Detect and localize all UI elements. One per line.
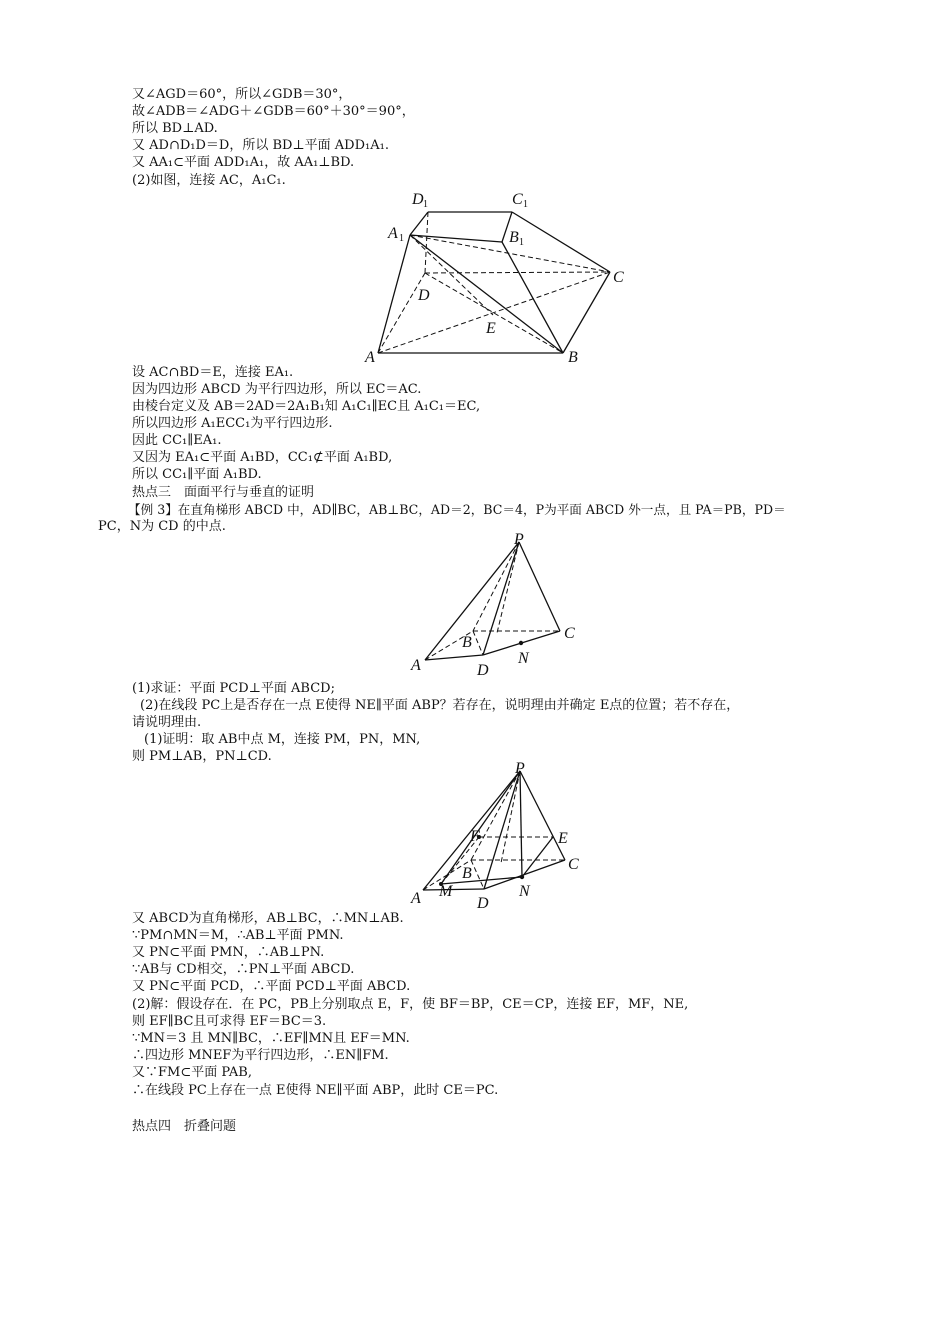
vertex-subscript: 1	[519, 237, 524, 248]
vertex-label: P	[515, 760, 525, 777]
pyramid-midpoint-figure	[405, 758, 595, 910]
vertex-label: P	[514, 531, 524, 548]
text-line: 则 PM⊥AB，PN⊥CD.	[132, 749, 272, 764]
text-line: (1)证明：取 AB中点 M，连接 PM，PN，MN,	[144, 732, 421, 747]
vertex-label: A	[411, 657, 421, 674]
text-line: PC，N为 CD 的中点.	[98, 519, 226, 534]
text-line: ∵PM∩MN＝M，∴AB⊥平面 PMN.	[132, 928, 344, 943]
vertex-label: D	[418, 287, 430, 304]
text-line: 又 AD∩D₁D＝D，所以 BD⊥平面 ADD₁A₁.	[132, 138, 389, 153]
text-line: 设 AC∩BD＝E，连接 EA₁.	[132, 365, 294, 380]
vertex-label: A	[388, 225, 398, 242]
text-line: 又∵FM⊂平面 PAB,	[132, 1065, 252, 1080]
section-heading: 热点三 面面平行与垂直的证明	[132, 485, 315, 500]
vertex-label: B	[462, 634, 472, 651]
vertex-label: C	[568, 856, 579, 873]
vertex-label: E	[486, 320, 496, 337]
text-line: ∴四边形 MNEF为平行四边形，∴EN∥FM.	[132, 1048, 389, 1063]
text-line: 又因为 EA₁⊂平面 A₁BD，CC₁⊄平面 A₁BD,	[132, 450, 393, 465]
text-line: 请说明理由.	[132, 715, 202, 730]
text-line: 又 AA₁⊂平面 ADD₁A₁，故 AA₁⊥BD.	[132, 155, 355, 170]
pyramid-figure	[405, 530, 595, 680]
text-line: ∵AB与 CD相交，∴PN⊥平面 ABCD.	[132, 962, 355, 977]
vertex-label: B	[462, 865, 472, 882]
text-line: 故∠ADB＝∠ADG＋∠GDB＝60°＋30°＝90°，	[132, 104, 415, 119]
text-line: (2)在线段 PC上是否存在一点 E使得 NE∥平面 ABP？若存在，说明理由并确定 E点的位置；若不存在，	[140, 698, 740, 713]
vertex-label: C	[613, 269, 624, 286]
vertex-label: D	[412, 191, 424, 208]
text-line: 因此 CC₁∥EA₁.	[132, 433, 222, 448]
text-line: (1)求证：平面 PCD⊥平面 ABCD;	[132, 681, 335, 696]
text-line: ∵MN＝3 且 MN∥BC，∴EF∥MN且 EF＝MN.	[132, 1031, 410, 1046]
frustum-figure	[360, 185, 640, 365]
vertex-label: M	[439, 883, 453, 900]
text-line: 又 ABCD为直角梯形，AB⊥BC，∴MN⊥AB.	[132, 911, 404, 926]
vertex-label: C	[564, 625, 575, 642]
vertex-label: E	[558, 830, 568, 847]
vertex-label: A	[411, 890, 421, 907]
vertex-label: C	[512, 191, 523, 208]
section-heading: 热点四 折叠问题	[132, 1119, 237, 1134]
text-line: 又 PN⊂平面 PCD，∴平面 PCD⊥平面 ABCD.	[132, 979, 411, 994]
vertex-subscript: 1	[423, 199, 428, 210]
vertex-label: B	[509, 229, 519, 246]
vertex-label: N	[518, 650, 529, 667]
text-line: 又 PN⊂平面 PMN，∴AB⊥PN.	[132, 945, 325, 960]
example-text: 【例 3】在直角梯形 ABCD 中，AD∥BC，AB⊥BC，AD＝2，BC＝4，P为平面 ABCD 外一点，且 PA＝PB，PD＝	[128, 502, 786, 517]
text-line: 又∠AGD＝60°，所以∠GDB＝30°，	[132, 87, 352, 102]
vertex-label: N	[519, 883, 530, 900]
vertex-label: A	[365, 349, 375, 365]
text-line: (2)如图，连接 AC，A₁C₁.	[132, 173, 286, 188]
vertex-subscript: 1	[399, 233, 404, 244]
text-line: ∴在线段 PC上存在一点 E使得 NE∥平面 ABP，此时 CE＝PC.	[132, 1083, 499, 1098]
vertex-label: B	[568, 349, 578, 365]
text-line: 则 EF∥BC且可求得 EF＝BC＝3.	[132, 1014, 327, 1029]
vertex-subscript: 1	[523, 199, 528, 210]
vertex-label: D	[477, 662, 489, 679]
text-line: 所以 CC₁∥平面 A₁BD.	[132, 467, 262, 482]
text-line: (2)解：假设存在．在 PC，PB上分别取点 E，F，使 BF＝BP，CE＝CP，连接 EF，MF，NE,	[132, 997, 689, 1012]
vertex-label: D	[477, 895, 489, 910]
vertex-label: F	[470, 828, 480, 845]
text-line: 所以四边形 A₁ECC₁为平行四边形.	[132, 416, 333, 431]
text-line: 由棱台定义及 AB＝2AD＝2A₁B₁知 A₁C₁∥EC且 A₁C₁＝EC,	[132, 399, 481, 414]
text-line: 所以 BD⊥AD.	[132, 121, 218, 136]
text-line: 因为四边形 ABCD 为平行四边形，所以 EC＝AC.	[132, 382, 422, 397]
